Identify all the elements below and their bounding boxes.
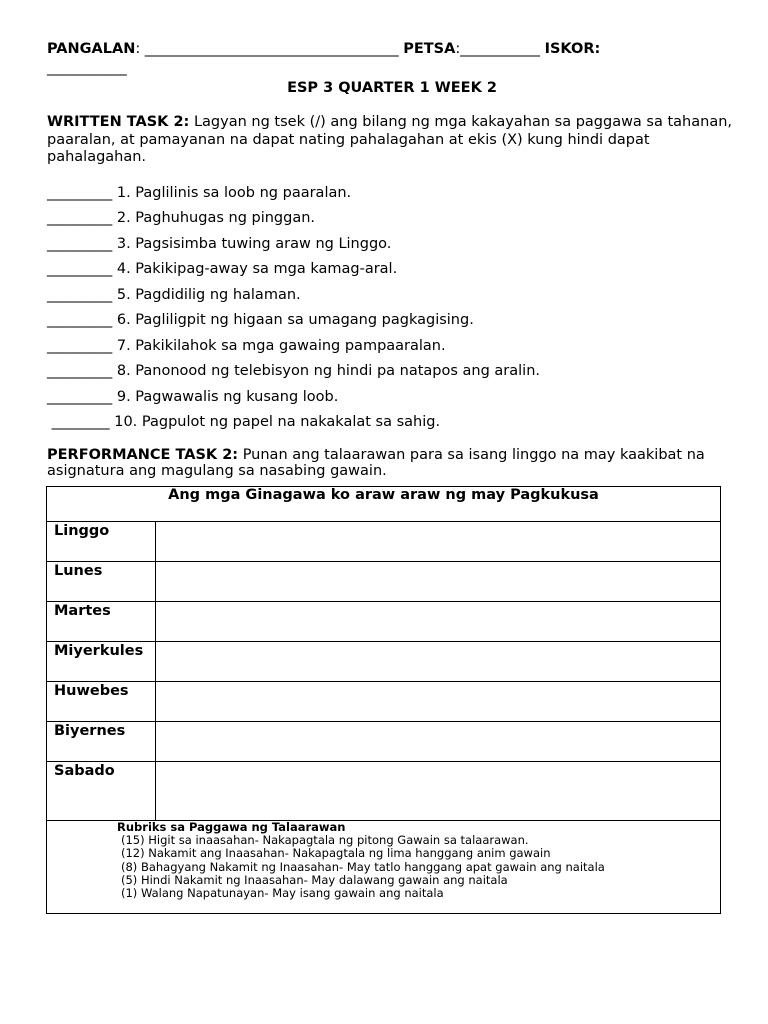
performance-task-label: PERFORMANCE TASK 2:	[47, 446, 239, 463]
student-info-line	[47, 40, 737, 59]
day-label: Huwebes	[47, 682, 156, 722]
list-item: _________ 6. Pagliligpit ng higaan sa umagang pagkagising.	[47, 312, 474, 328]
list-item: _________ 9. Pagwawalis ng kusang loob.	[47, 388, 339, 405]
worksheet-page	[47, 40, 737, 479]
diary-table-title: Ang mga Ginagawa ko araw araw ng may Pagkukusa	[47, 487, 721, 522]
table-row	[47, 522, 721, 562]
table-row	[47, 722, 721, 762]
day-label: Biyernes	[47, 722, 156, 762]
rubric-line: (5) Hindi Nakamit ng Inaasahan- May dalawang gawain ang naitala	[121, 872, 508, 887]
table-row	[47, 762, 721, 821]
table-row	[47, 682, 721, 722]
written-task-items	[47, 185, 737, 440]
score-label: ISKOR:	[544, 41, 601, 57]
score-blank: ___________	[47, 60, 127, 76]
rubric-title: Rubriks sa Paggawa ng Talaarawan	[117, 820, 346, 834]
day-label: Linggo	[47, 522, 156, 562]
performance-task-text: Punan ang talaarawan para sa isang linggo na may kaakibat na asignatura ang magulang sa nasabing gawain.	[47, 446, 705, 479]
day-label: Miyerkules	[47, 642, 156, 682]
list-item: _________ 5. Pagdidilig ng halaman.	[47, 286, 301, 303]
written-task-label: WRITTEN TASK 2:	[47, 114, 190, 130]
day-entry-cell[interactable]	[156, 642, 721, 682]
day-entry-cell[interactable]	[156, 682, 721, 722]
diary-table	[46, 486, 721, 914]
day-label: Martes	[47, 602, 156, 642]
rubric-line: (1) Walang Napatunayan- May isang gawain ang naitala	[121, 886, 444, 901]
day-entry-cell[interactable]	[156, 562, 721, 602]
day-label: Sabado	[47, 762, 156, 821]
name-blank: : ___________________________________	[135, 41, 399, 57]
list-item: _________ 8. Panonood ng telebisyon ng hindi pa natapos ang aralin.	[47, 363, 540, 379]
written-task-instruction	[47, 114, 737, 167]
list-item: _________ 7. Pakikilahok sa mga gawaing pampaaralan.	[47, 337, 446, 354]
name-label: PANGALAN	[47, 41, 136, 57]
day-entry-cell[interactable]	[156, 522, 721, 562]
list-item: ________ 10. Pagpulot ng papel na nakakalat sa sahig.	[47, 414, 441, 430]
table-row	[47, 642, 721, 682]
day-entry-cell[interactable]	[156, 762, 721, 821]
date-blank: :___________	[455, 41, 540, 57]
rubric-box	[47, 821, 721, 914]
list-item: _________ 2. Paghuhugas ng pinggan.	[47, 210, 316, 226]
date-label: PETSA	[403, 41, 456, 57]
list-item: _________ 1. Paglilinis sa loob ng paaralan.	[47, 184, 352, 201]
rubric-line: (15) Higit sa inaasahan- Nakapagtala ng pitong Gawain sa talaarawan.	[121, 833, 529, 848]
table-row	[47, 602, 721, 642]
list-item: _________ 3. Pagsisimba tuwing araw ng Linggo.	[47, 235, 392, 252]
table-row	[47, 562, 721, 602]
day-entry-cell[interactable]	[156, 602, 721, 642]
worksheet-title: ESP 3 QUARTER 1 WEEK 2	[287, 80, 497, 96]
performance-task-instruction	[47, 447, 737, 479]
written-task-text: Lagyan ng tsek (/) ang bilang ng mga kakayahan sa paggawa sa tahanan, paaralan, at pamayanan na dapat nating pahalagahan at ekis (X) kung hindi dapat pahalagahan.	[47, 114, 732, 165]
rubric-line: (12) Nakamit ang Inaasahan- Nakapagtala ng lima hanggang anim gawain	[121, 846, 551, 861]
day-entry-cell[interactable]	[156, 722, 721, 762]
rubric-line: (8) Bahagyang Nakamit ng Inaasahan- May tatlo hanggang apat gawain ang naitala	[121, 859, 605, 874]
list-item: _________ 4. Pakikipag-away sa mga kamag-aral.	[47, 261, 398, 277]
day-label: Lunes	[47, 562, 156, 602]
